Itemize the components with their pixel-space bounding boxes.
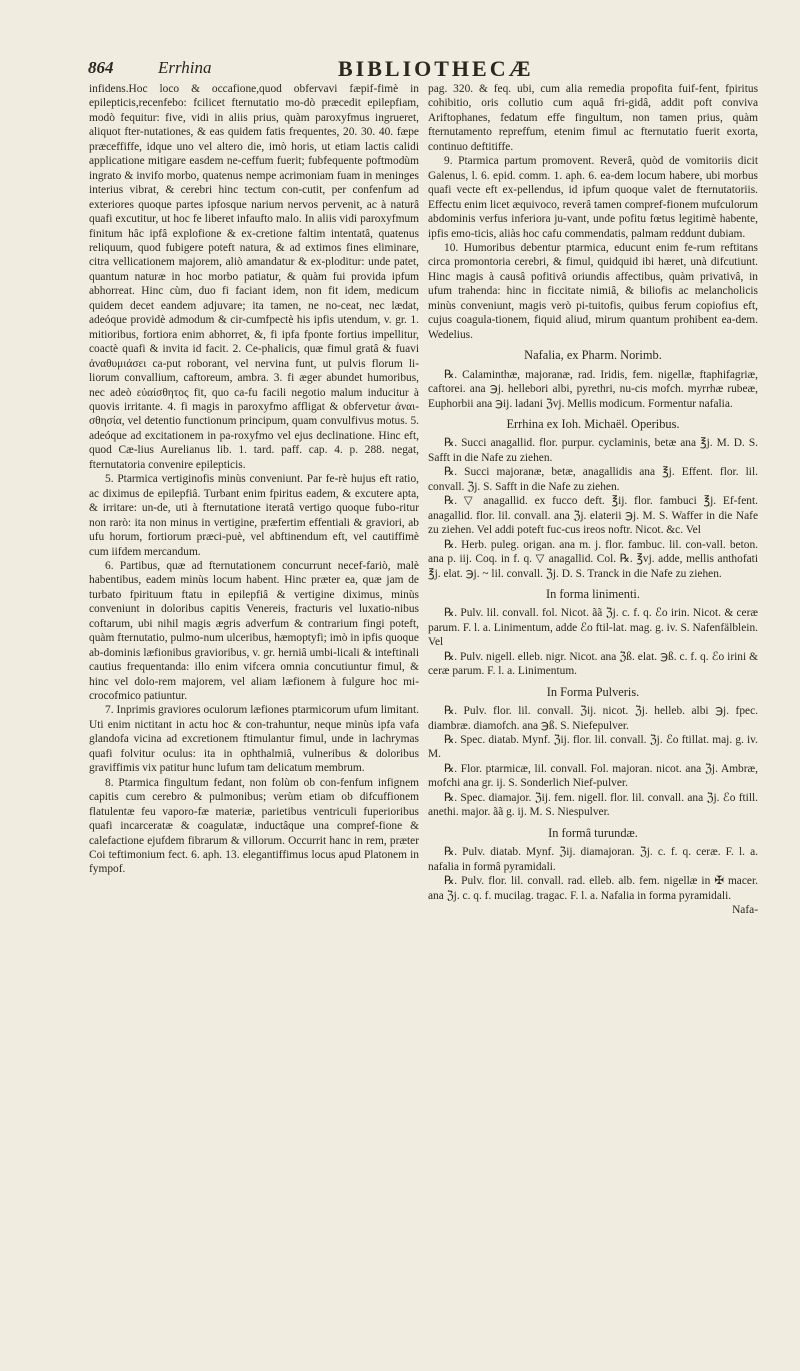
left-column	[89, 82, 419, 877]
running-head: Errhina	[158, 58, 212, 77]
paragraph: pag. 320. & feq. ubi, cum alia remedia propofita fuif-fent, fpiritus cohibitio, oris collutio cum aquâ fri-gidâ, addit poft conviva Ariftophanes, fedatum effe fingultum, non tamen prius, quàm fternutamento repreffum, etenim fimul ac fternutatio fuerit exorta, continuo deftitiffe.	[428, 83, 758, 153]
page-number: 864	[88, 58, 114, 77]
recipe: ℞. Spec. diamajor. ℨij. fem. nigell. flor. lil. convall. ana ℨj. ℰo ftill. anethi. major. ãã g. ij. M. S. Niespulver.	[428, 791, 758, 819]
paragraph: infidens.Hoc loco & occafione,quod obfervavi fæpif-fimè in epilepticis,recenfebo: fcilicet fternutatio mo-dò præcedit epilepfiam, modò fequitur: five, vidi in aliis prius, quàm paroxyfmus ingrueret, aliquot fter-nutationes, & eas quidem fatis frequentes, 20. 30. 40. fæpe præceffiffe, idque uno vel altero die, imò horis, ut etiam lactis calidi applicatione mitigare easdem ne-ceffum fuerit; fubfequente poftmodùm ingrato & invifo morbo, quatenus nempe acrimoniam fuam in meninges interius vibrat, & cerebri hinc tectum con-cutit, per confenfum ad exteriores quoque partes ipfosque narium nervos pervenit, ac à naturâ quafi excutitur, ut hoc fe liberet infaufto malo. In aliis vidi paroxyfmum finitum hâc ipfâ explofione & ex-cretione faltim intentatâ, quatenus reliquum, quod fubigere poteft natura, & ad extimos fines eliminare, citra vellicationem majorem, aliò amandatur & ex-ploditur: unde patet, quantum naturæ in hoc morbo patiatur, & quàm fui provida ipfum abhorreat. Hinc cùm, duo fi faciant idem, non fit idem, medicum quidem decet eandem adjuvare; ita tamen, ne no-ceat, nec lædat, adeóque providè admodum & cir-cumfpectè his ipfis utendum, v. gr. 1. mitioribus, fortiora enim abhorret, &, fi ipfa fponte fortius impellitur, coactè quafi & invita id facit. 2. Ce-phalicis, quæ fimul gratâ & fuavi ἀναθυμιάσει ca-put roborant, vel nervina funt, ut pulvis florum li-liorum convallium, caftoreum, ambra. 3. fi æger abundet humoribus, nec adeò εὐαίσθητος fit, quo ca-fu facili negotio malum inducitur à quovis irritante. 4. fi magis in paroxyfmo affligat & obfervetur ἀναι-σθησία, vel detentio functionum principum, quam convulfivus motus. 5. adeóque ad excitationem in pa-roxyfmo vel ejus declinatione. Hinc eft, quod Cæ-lius Aurelianus lib. 1. tard. paff. cap. 4. p. 288. negat, fternutatoria convenire epilepticis.	[89, 83, 419, 471]
paragraph: 9. Ptarmica partum promovent. Reverâ, quòd de vomitoriis dicit Galenus, l. 6. epid. comm. 1. aph. 6. ea-dem locum habere, ubi morbus quafi vecte eft ex-pellendus, id ipfum quoque valet de fternutatoriis. Effectu enim licet æquivoco, reverâ tamen compref-fionem mufculorum abdominis verfus inferiora ju-vant, unde pofitu fœtus legitimè habente, ipfis emo-ticis, aliàs hoc cafu commendatis, palmam reddunt dubiam.	[428, 155, 758, 240]
recipe: ℞. Spec. diatab. Mynf. ℨij. flor. lil. convall. ℨj. ℰo ftillat. maj. g. iv. M.	[428, 734, 758, 761]
section-heading: In forma linimenti.	[546, 586, 640, 601]
section-heading: Errhina ex Ioh. Michaël. Operibus.	[506, 416, 680, 431]
section-heading: In Forma Pulveris.	[546, 684, 640, 699]
recipe: ℞. Pulv. flor. lil. convall. rad. elleb. alb. fem. nigellæ in ✠ macer. ana ℨj. c. q. f. mucilag. tragac. F. l. a. Nafalia in forma pyramidali.	[428, 875, 758, 902]
recipe: ℞. Pulv. flor. lil. convall. ℨij. nicot. ℨj. helleb. albi ℈j. fpec. diambræ. diamofch. ana ℈ß. S. Niefepulver.	[428, 705, 758, 732]
catchword: Nafa-	[732, 904, 758, 917]
recipe: ℞. Flor. ptarmicæ, lil. convall. Fol. majoran. nicot. ana ℨj. Ambræ, mofchi ana gr. ij. S. Sonderlich Nief-pulver.	[428, 762, 758, 790]
paragraph: 8. Ptarmica fingultum fedant, non folùm ob con-fenfum infignem capitis cum cerebro & pulmonibus; verùm etiam ob difcuffionem flatulentæ feu vaporo-fæ materiæ, parietibus ventriculi fuperioribus quafi incarceratæ & coagulatæ, inductâque una compref-fione & calefactione ejufdem fibrarum & villorum. Occurrit hanc in rem, præter Coi teftimonium fect. 6. aph. 13. elegantiffimus locus apud Platonem in fympof.	[89, 776, 419, 876]
paragraph: 7. Inprimis graviores oculorum læfiones ptarmicorum ufum limitant. Uti enim nictitant in actu hoc & con-trahuntur, neque minùs ipfa vafa glandofa vicina ad excretionem ftimulantur fimul, unde in lachrymas quafi folvitur oculus: ita in ophthalmiâ, vulneribus & doloribus graviffimis vix patitur hunc lufum tam delicatum membrum.	[89, 704, 419, 775]
recipe: ℞. Calaminthæ, majoranæ, rad. Iridis, fem. nigellæ, ftaphifagriæ, caftorei. ana ℈j. hellebori albi, pyrethri, nu-cis mofch. myrrhæ rubeæ, Euphorbii ana ℈ij. ladani ℨvj. Mellis modicum. Formentur nafalia.	[428, 368, 758, 410]
section-heading: In formâ turundæ.	[548, 825, 638, 840]
recipe: ℞. Succi majoranæ, betæ, anagallidis ana ℥j. Effent. flor. lil. convall. ℨj. S. Safft in die Nafe zu ziehen.	[428, 466, 758, 493]
paragraph: 10. Humoribus debentur ptarmica, educunt enim fe-rum reftitans circa promontoria cerebri, & fimul, quidquid ibi hæret, unà difcutiunt. Hinc magis à causâ pofitivâ oriundis affectibus, quàm privativâ, in ufum trahenda: hinc in ficcitate nimiâ, & biliofis ac melancholicis minùs conveniunt, magis verò pi-tuitofis, quibus ferum copiofius eft, cujus coagula-tionem, fiquid aliud, mirum quantum prohibent ea-dem. Wedelius.	[428, 241, 758, 341]
recipe: ℞. Pulv. diatab. Mynf. ℨij. diamajoran. ℨj. c. f. q. ceræ. F. l. a. nafalia in formâ pyramidali.	[428, 846, 758, 873]
recipe: ℞. Succi anagallid. flor. purpur. cyclaminis, betæ ana ℥j. M. D. S. Safft in die Nafe zu ziehen.	[428, 437, 758, 464]
recipe: ℞. Herb. puleg. origan. ana m. j. flor. fambuc. lil. con-vall. beton. ana p. iij. Coq. in f. q. ▽ anagallid. Col. ℞. ℥vj. adde, mellis anthofati ℥j. elat. ℈j. ~ lil. convall. ℨj. D. S. Tranck in die Nafe zu ziehen.	[428, 538, 758, 580]
recipe: ℞. Pulv. lil. convall. fol. Nicot. ãã ℨj. c. f. q. ℰo irin. Nicot. & ceræ parum. F. l. a. Linimentum, adde ℰo ftil-lat. mag. g. iv. S. Nafenfälblein. Vel	[428, 607, 758, 649]
page-title: BIBLIOTHECÆ	[338, 56, 534, 81]
paragraph: 5. Ptarmica vertiginofis minùs conveniunt. Par fe-rè hujus eft ratio, ac diximus de epilepfiâ. Turbant enim fpiritus eadem, & excutere apta, & irritare: un-de, uti à fternutatione iteratâ vertigo quoque fubo-ritur non rarò: ita non minus in vertigine, præfertim effentiali & graviori, ab ufu horum, fortiorum præci-puè, vel abftinendum eft, vel cautiffimè cum iifdem mercandum.	[89, 473, 419, 558]
recipe: ℞. Pulv. nigell. elleb. nigr. Nicot. ana ℨß. elat. ℈ß. c. f. q. ℰo irini & ceræ parum. F. l. a. Linimentum.	[428, 650, 758, 678]
recipe: ℞. ▽ anagallid. ex fucco deft. ℥ij. flor. fambuci ℥j. Ef-fent. anagallid. flor. lil. convall. ana ℨj. elaterii ℈j. M. S. Waffer in die Nafe zu ziehen. Vel addi poteft fuc-cus ireos noftr. Nicot. &c. Vel	[428, 495, 758, 537]
paragraph: 6. Partibus, quæ ad fternutationem concurrunt necef-fariò, malè habentibus, eadem minùs locum habent. Hinc præter ea, quæ jam de turbato fpirituum ftatu in epilepfiâ & vertigine diximus, minùs conveniunt in doloribus capitis Venereis, fracturis vel luxatio-nibus coftarum, ubi nihil magis ægris adverfum & contrarium fingi poteft, quàm fternutatio, pulmo-num ulceribus, hæmoptyfi; imò in ipfis quoque ab-dominis læfionibus gravioribus, v. gr. herniâ umbi-licali & inteftinali cautius frequentanda: illo enim vifcera omnia concutiuntur fimul, & hinc vel dolo-rem majorem, vel aliam læfionem à fulgure hoc mi-crocofmico patiuntur.	[89, 559, 419, 703]
section-heading: Nafalia, ex Pharm. Norimb.	[524, 348, 662, 363]
right-column	[428, 82, 758, 917]
page-header	[88, 56, 778, 82]
